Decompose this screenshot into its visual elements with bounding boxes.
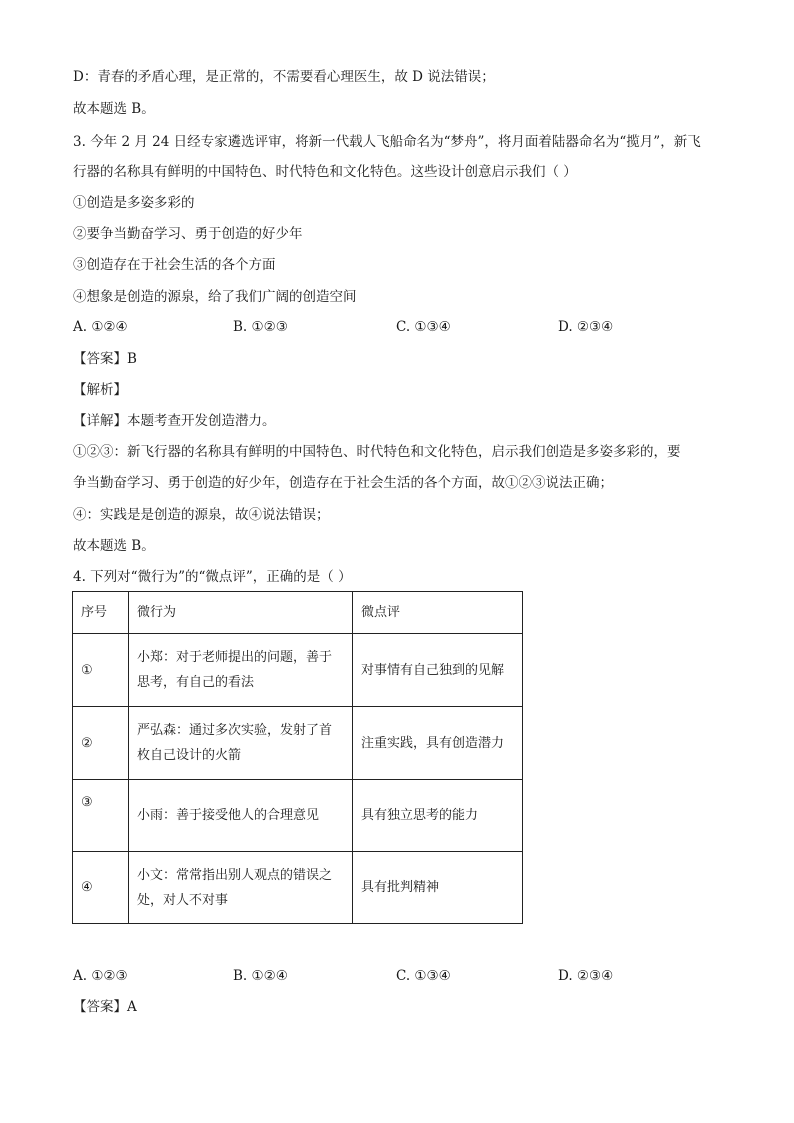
row-comment: 对事情有自己独到的见解 — [353, 634, 523, 707]
option-d-explanation: D：青春的矛盾心理，是正常的，不需要看心理医生，故 D 说法错误； — [73, 69, 495, 85]
q2-conclusion: 故本题选 B。 — [73, 101, 155, 117]
micro-behavior-table — [72, 591, 523, 924]
q3-item-1: ①创造是多姿多彩的 — [73, 195, 195, 211]
q3-option-b: B. ①②③ — [233, 319, 288, 335]
behavior-line: 小雨：善于接受他人的合理意见 — [137, 808, 320, 823]
row-index: ④ — [73, 852, 129, 924]
q3-item-4: ④想象是创造的源泉，给了我们广阔的创造空间 — [73, 289, 357, 305]
q3-conclusion: 故本题选 B。 — [73, 538, 155, 554]
table-row — [73, 707, 523, 780]
behavior-line: 严弘森：通过多次实验，发射了首 — [137, 723, 333, 738]
q3-stem-line-2: 行器的名称具有鲜明的中国特色、时代特色和文化特色。这些设计创意启示我们（ ） — [73, 164, 577, 180]
q3-analysis-label: 【解析】 — [73, 382, 127, 398]
row-index: ③ — [73, 780, 129, 852]
q4-answer: 【答案】A — [73, 999, 137, 1015]
q3-detail-line-2: 争当勤奋学习、勇于创造的好少年，创造存在于社会生活的各个方面，故①②③说法正确； — [73, 475, 613, 491]
q3-detail-line-1: ①②③：新飞行器的名称具有鲜明的中国特色、时代特色和文化特色，启示我们创造是多姿多彩的，要 — [73, 444, 681, 460]
q4-stem: 4. 下列对“微行为”的“微点评”，正确的是（ ） — [73, 569, 352, 585]
behavior-line: 思考，有自己的看法 — [137, 675, 255, 690]
row-comment: 具有批判精神 — [353, 852, 523, 924]
behavior-line: 小郑：对于老师提出的问题，善于 — [137, 650, 333, 665]
row-behavior — [129, 634, 353, 707]
behavior-line: 枚自己设计的火箭 — [137, 748, 242, 763]
header-behavior: 微行为 — [129, 592, 353, 634]
q3-option-c: C. ①③④ — [396, 319, 451, 335]
row-comment: 具有独立思考的能力 — [353, 780, 523, 852]
q4-option-c: C. ①③④ — [396, 968, 451, 984]
header-index: 序号 — [73, 592, 129, 634]
q3-item-3: ③创造存在于社会生活的各个方面 — [73, 257, 276, 273]
q3-stem-line-1: 3. 今年 2 月 24 日经专家遴选评审，将新一代载人飞船命名为“梦舟”，将月面着陆器命名为“揽月”，新飞 — [73, 134, 701, 150]
row-index: ② — [73, 707, 129, 780]
table-row — [73, 780, 523, 852]
row-index: ① — [73, 634, 129, 707]
row-behavior — [129, 707, 353, 780]
behavior-line: 处，对人不对事 — [137, 892, 229, 908]
q4-option-d: D. ②③④ — [558, 968, 614, 984]
q4-option-b: B. ①②④ — [233, 968, 288, 984]
q3-option-a: A. ①②④ — [73, 319, 128, 335]
table-row — [73, 634, 523, 707]
table-row — [73, 852, 523, 924]
q3-detail-line-3: ④：实践是是创造的源泉，故④说法错误； — [73, 507, 330, 523]
table-header-row — [73, 592, 523, 634]
behavior-line: 小文：常常指出别人观点的错误之 — [137, 867, 333, 883]
row-comment: 注重实践，具有创造潜力 — [353, 707, 523, 780]
row-behavior — [129, 780, 353, 852]
header-comment: 微点评 — [353, 592, 523, 634]
q3-answer: 【答案】B — [73, 351, 137, 367]
q3-item-2: ②要争当勤奋学习、勇于创造的好少年 — [73, 226, 303, 242]
q3-option-d: D. ②③④ — [558, 319, 614, 335]
row-behavior — [129, 852, 353, 924]
q3-detail-heading: 【详解】本题考查开发创造潜力。 — [73, 413, 276, 429]
q4-option-a: A. ①②③ — [73, 968, 128, 984]
